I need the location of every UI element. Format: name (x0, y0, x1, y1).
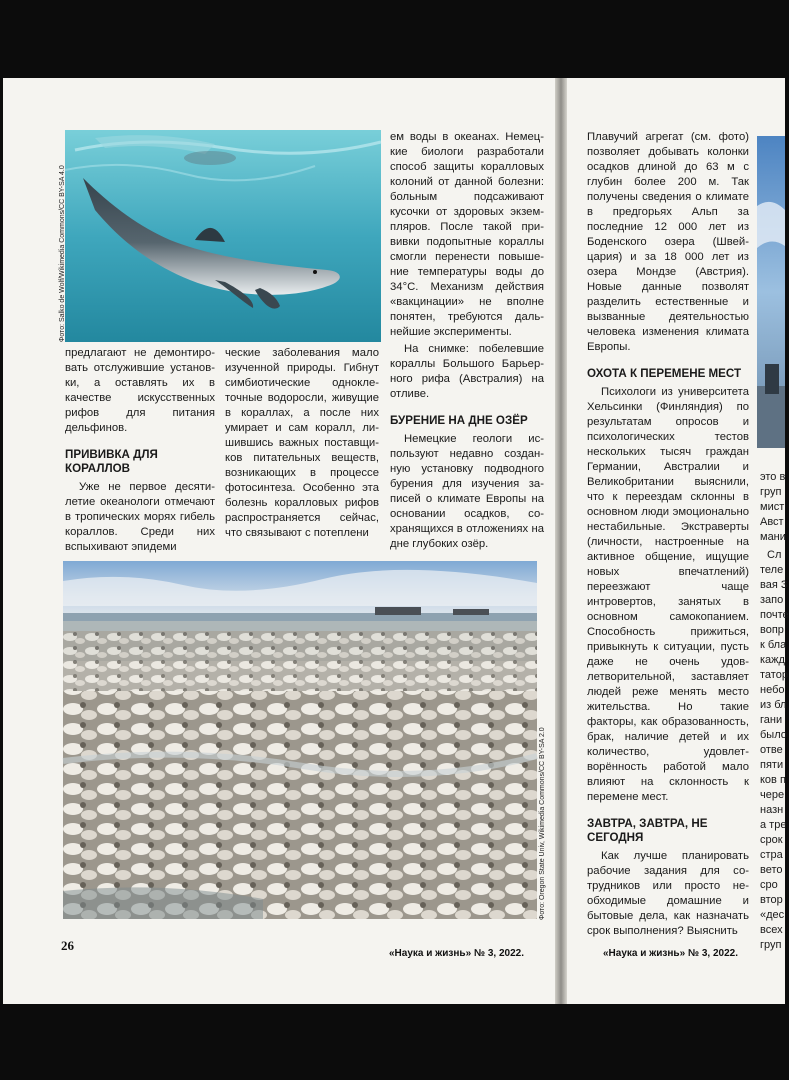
text-fragment: запо (760, 594, 784, 606)
text-fragment: небо (760, 684, 785, 696)
left-column-3 (390, 130, 544, 552)
text-fragment: чере (760, 789, 785, 801)
text-fragment: Сл (767, 549, 782, 561)
heading-moving: ОХОТА К ПЕРЕМЕНЕ МЕСТ (587, 367, 742, 380)
text-fragment: груп (760, 486, 782, 498)
text-fragment: втор (760, 894, 783, 906)
paragraph: Уже не первое десятилетие океанологи отмечают в тропических морях гибель кораллов. Среди них вспыхивают эпидеми (65, 481, 215, 553)
text-fragment: к бла (760, 639, 787, 651)
text-fragment: ков п (760, 774, 786, 786)
text-fragment: назн (760, 804, 784, 816)
text-fragment: сро (760, 879, 778, 891)
text-fragment: всех (760, 924, 783, 936)
page-gutter (555, 78, 567, 1004)
paragraph: предлагают не демонтировать отслужившие установки, а оставлять их в качестве искусственных рифов для питания дельфинов. (65, 347, 215, 434)
paragraph: ческие заболевания мало изученной природы. Гибнут симбиотические одноклеточные водоросли, живущие в кораллах, а после них умирает и сам коралл, лишившись важных поставщиков питательных веществ, возникающих в процессе фотосинтеза. Особенно эта болезнь коралловых рифов распространяется сейчас, что связывают с потеплени (225, 347, 379, 539)
text-fragment: было (760, 729, 787, 741)
middle-column (587, 130, 749, 939)
text-fragment: срок (760, 834, 783, 846)
text-fragment: кажд (760, 654, 785, 666)
text-fragment: из бл (760, 699, 787, 711)
text-fragment: вето (760, 864, 783, 876)
coral-reef-photo (63, 561, 537, 919)
heading-tomorrow: ЗАВТРА, ЗАВТРА, НЕ СЕГОДНЯ (587, 817, 708, 844)
left-column-2 (225, 346, 379, 541)
text-fragment: пяти (760, 759, 784, 771)
text-fragment: почте (760, 609, 789, 621)
page-footer: «Наука и жизнь» № 3, 2022. (603, 948, 738, 959)
right-page (567, 78, 789, 1004)
heading-lake-drilling: БУРЕНИЕ НА ДНЕ ОЗЁР (390, 414, 528, 427)
text-fragment: вопр (760, 624, 784, 636)
paragraph: Немецкие геологи используют недавно созданную установку подводного бурения для изучения записей о климате Европы на основании осадков, сохранящихся в отложениях на дне глубоких озёр. (390, 433, 544, 550)
paragraph: Как лучше планировать рабочие задания для сотрудников или просто необходимые домашние и бытовые дела, как назначать срок выполнения? Выяснить (587, 850, 749, 937)
paragraph: Психологи из университета Хельсинки (Финляндия) по результатам опросов и психологических тестов нескольких тысяч граждан Германии, Австралии и Великобритании выяснили, что к переездам склонны в основном люди эмоционально нестабильные. Экстраверты (личности, настроенные на активное общение, ищущие новых впечатлений) переезжают чаще интровертов, занятых в основном самокопанием. Способность прижиться, привыкнуть к ситуации, пусть даже не очень удовлетворительной, заставляет людей реже менять место жительства. Но такие факторы, как образованность, брак, наличие детей и их количество, удовлетворённость работой мало влияют на склонность к перемене мест. (587, 386, 749, 803)
text-fragment: а тре (760, 819, 787, 831)
photo-credit-top: Фото: Salko de Wolf/Wikimedia Commons/CC BY-SA 4.0 (59, 165, 66, 342)
drilling-photo-cropped (757, 136, 785, 448)
text-fragment: мани (760, 531, 786, 543)
left-column-1 (65, 346, 215, 555)
dolphin-photo (65, 130, 381, 342)
heading-coral-vaccination: ПРИВИВКА ДЛЯ КОРАЛЛОВ (65, 448, 158, 475)
paragraph: ем воды в океанах. Немецкие биологи разработали способ защиты коралловых колоний от данной болезни: больным подсаживают кусочки от здоровых экземпляров. После такой прививки подопытные кораллы смогли перенести повышение температуры воды до 34°С. Механизм действия «вакцинации» не вполне понятен, требуются дальнейшие эксперименты. (390, 131, 544, 338)
page-footer: «Наука и жизнь» № 3, 2022. (389, 948, 524, 959)
text-fragment: это в (760, 471, 786, 483)
text-fragment: «дес (760, 909, 785, 921)
text-fragment: гани (760, 714, 783, 726)
photo-credit-bottom: Фото: Oregon State Univ, Wikimedia Commons/CC BY-SA 2.0 (539, 727, 546, 920)
photo-caption: На снимке: побелевшие кораллы Большого Барьерного рифа (Австралия) на отливе. (390, 343, 544, 400)
text-fragment: мист (760, 501, 785, 513)
text-fragment: татор (760, 669, 788, 681)
page-number: 26 (61, 938, 74, 953)
text-fragment: отве (760, 744, 783, 756)
text-fragment: вая З (760, 579, 788, 591)
left-page (3, 78, 555, 1004)
text-fragment: стра (760, 849, 783, 861)
text-fragment: груп (760, 939, 782, 951)
text-fragment: теле (760, 564, 784, 576)
text-fragment: Авст (760, 516, 784, 528)
paragraph: Плавучий агрегат (см. фото) позволяет добывать колонки осадков длиной до 63 м с глубин более 200 м. Так получены сведения о климате в предгорьях Альп за последние 12 000 лет из Боденского озера (Швейцария) и за 18 000 лет из озера Мондзе (Австрия). Новые данные позволят разделить естественные и вызванные деятельностью человека изменения климата Европы. (587, 131, 749, 353)
